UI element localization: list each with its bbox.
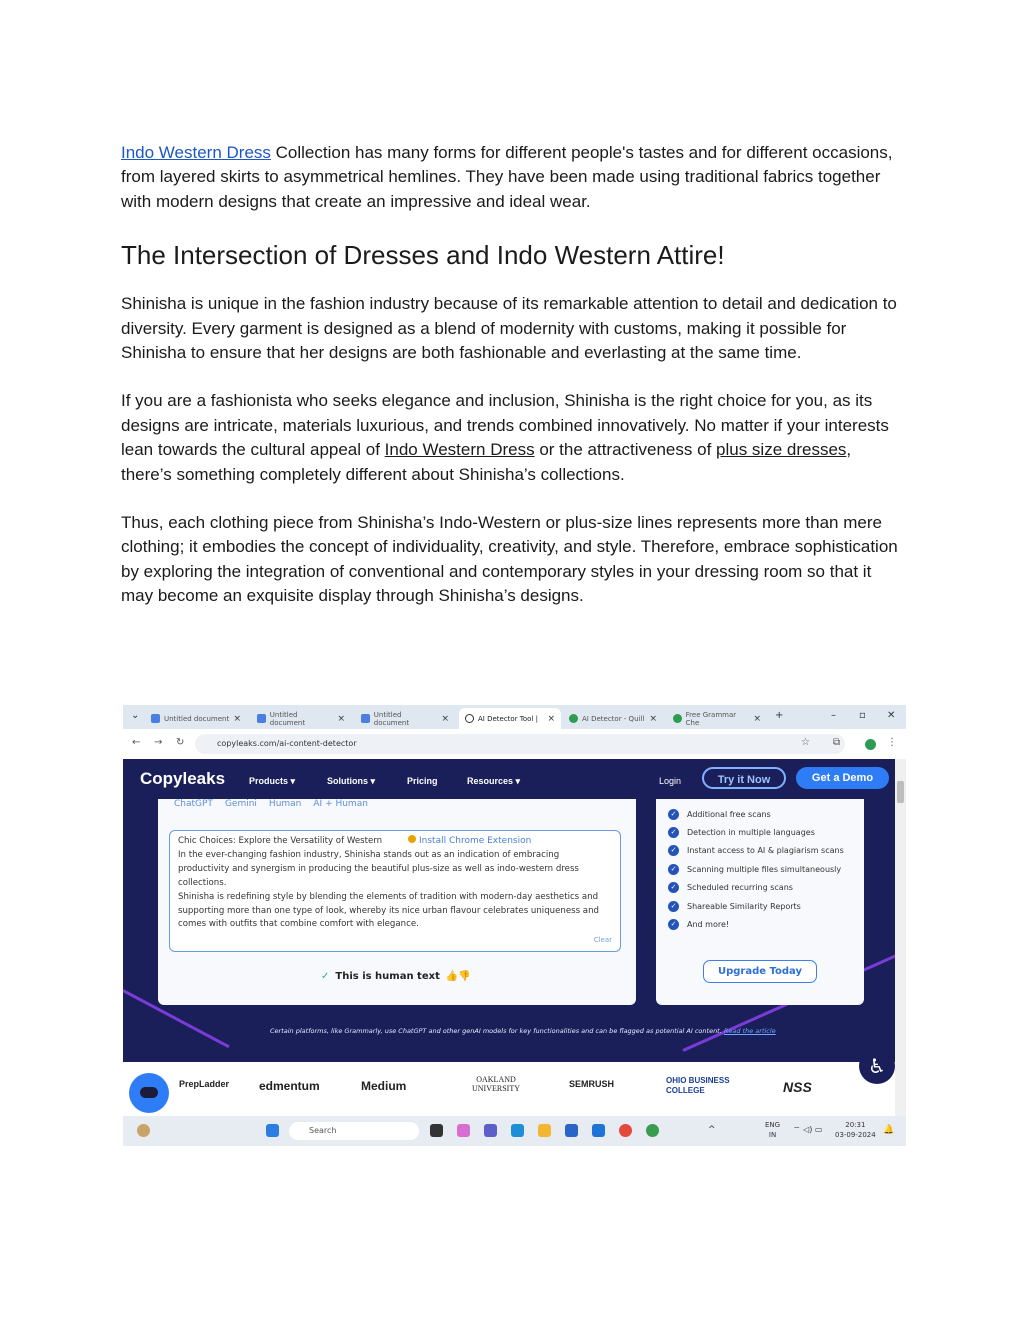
close-window-icon[interactable]: ✕ [887, 710, 896, 721]
clear-link[interactable]: Clear [593, 936, 612, 945]
region-code: IN [768, 1131, 777, 1139]
nav-pricing[interactable]: Pricing [407, 776, 438, 786]
paragraph-fashionista [121, 389, 901, 487]
docs-icon [361, 714, 370, 723]
feature-item [668, 897, 844, 915]
check-badge-icon: ✓ [668, 864, 679, 875]
outlook-icon[interactable] [592, 1124, 605, 1137]
detector-card [158, 799, 636, 1005]
lang-code: ENG [765, 1121, 781, 1129]
mode-ai-human[interactable]: AI + Human [313, 799, 368, 809]
text-span: or the attractiveness of [534, 440, 717, 460]
minimize-icon[interactable]: – [831, 710, 836, 721]
prepladder-logo: PrepLadder [179, 1079, 230, 1089]
scrollbar-thumb[interactable] [897, 781, 904, 803]
edmentum-logo: edmentum [259, 1079, 320, 1093]
check-badge-icon: ✓ [668, 827, 679, 838]
teams-icon[interactable] [484, 1124, 497, 1137]
file-explorer-icon[interactable] [538, 1124, 551, 1137]
windows-start-icon[interactable] [266, 1124, 279, 1137]
extensions-icon[interactable]: ⧉ [833, 737, 841, 748]
accessibility-icon[interactable]: ♿ [859, 1048, 895, 1084]
text-span: , there’s something completely different about Shinisha’s collections. [121, 440, 852, 484]
paragraph-conclusion: Thus, each clothing piece from Shinisha’s Indo-Western or plus-size lines represents more than mere clothing; it embodies the concept of individuality, creativity, and style. Therefore, embrace sophistication by exploring the integration of conventional and contemporary styles in your dressing room so that it may become an exquisite display through Shinisha’s designs. [121, 513, 898, 606]
feature-label: And more! [687, 920, 730, 930]
chrome-profile-icon[interactable] [646, 1124, 659, 1137]
back-icon[interactable]: ← [132, 737, 141, 748]
chrome-taskbar-icon[interactable] [619, 1124, 632, 1137]
check-badge-icon: ✓ [668, 919, 679, 930]
clock[interactable] [835, 1120, 876, 1140]
check-badge-icon: ✓ [668, 882, 679, 893]
get-a-demo-button[interactable]: Get a Demo [796, 767, 889, 789]
weather-widget-icon[interactable] [137, 1124, 150, 1137]
install-extension-popup[interactable] [405, 835, 534, 849]
maximize-icon[interactable]: ▫ [859, 710, 866, 721]
browser-tab[interactable] [563, 708, 663, 729]
browser-tab[interactable] [667, 708, 767, 729]
feature-item [668, 805, 844, 823]
section-heading: The Intersection of Dresses and Indo Western Attire! [121, 240, 725, 271]
nav-resources[interactable]: Resources ▾ [467, 776, 521, 786]
embedded-browser-screenshot [123, 705, 906, 1146]
feature-label: Scanning multiple files simultaneously [687, 864, 842, 874]
quillbot-icon [673, 714, 682, 723]
result-verdict [321, 971, 471, 982]
address-bar-row [123, 729, 906, 759]
close-tab-icon[interactable]: × [337, 713, 345, 724]
copyleaks-favicon-icon [465, 714, 474, 723]
menu-kebab-icon[interactable]: ⋮ [887, 737, 897, 748]
page-scrollbar[interactable] [895, 759, 906, 1116]
mode-human[interactable]: Human [268, 799, 302, 809]
paragraph-shinisha-unique: Shinisha is unique in the fashion industry because of its remarkable attention to detail and dedication to diversity. Every garment is designed as a blend of modernity with customs, making it possible for Shinisha to ensure that her designs are both fashionable and everlasting at the same time. [121, 294, 897, 363]
mode-gemini[interactable]: Gemini [224, 799, 257, 809]
edge-icon[interactable] [511, 1124, 524, 1137]
ohio-business-college-logo: OHIO BUSINESS COLLEGE [666, 1076, 730, 1095]
language-indicator[interactable] [765, 1120, 780, 1140]
tab-list-chevron-icon[interactable]: ⌄ [131, 710, 140, 721]
close-tab-icon[interactable]: × [233, 713, 241, 724]
disclaimer-note [270, 1027, 776, 1035]
semrush-logo: SEMRUSH [569, 1079, 615, 1089]
tab-label: Free Grammar Che [685, 710, 737, 727]
nss-logo: NSS [783, 1079, 812, 1095]
close-tab-icon[interactable]: × [441, 713, 449, 724]
verdict-text: This is human text [335, 971, 440, 982]
disclaimer-text: Certain platforms, like Grammarly, use ChatGPT and other genAI models for key functionalities and can be flagged as potential AI content. [270, 1027, 724, 1035]
document-body [121, 141, 901, 633]
browser-tab[interactable] [145, 708, 247, 729]
chrome-icon [408, 835, 416, 843]
new-tab-icon[interactable]: + [775, 710, 784, 721]
clock-time: 20:31 [845, 1121, 866, 1129]
text-input-area[interactable] [169, 830, 621, 952]
checkmark-icon: ✓ [321, 971, 330, 982]
chat-widget-button[interactable] [129, 1073, 169, 1113]
input-text: Chic Choices: Explore the Versatility of Western In the ever-changing fashion industry, Shinisha stands out as an indication of embracing productivity and synergism in producing the beautiful plus-size as well as indo-western dress collections. Shinisha is redefining style by blending the elements of tradition with modern-day aesthetics and supporting more than one type of look, whereby its nice urban flavour celebrates uniqueness and comes with outfits that combine comfort with elegance. [178, 836, 599, 930]
browser-tab[interactable] [251, 708, 351, 729]
intro-paragraph [121, 141, 901, 214]
check-badge-icon: ✓ [668, 845, 679, 856]
read-article-link[interactable]: Read the article [723, 1027, 776, 1035]
upgrade-today-button[interactable]: Upgrade Today [703, 960, 817, 983]
feature-label: Shareable Similarity Reports [687, 901, 801, 911]
copyleaks-logo[interactable]: Copyleaks [140, 769, 226, 788]
feature-label: Additional free scans [687, 809, 771, 819]
bookmark-star-icon[interactable]: ☆ [801, 737, 810, 748]
browser-tab-active[interactable] [459, 708, 561, 729]
close-tab-icon[interactable]: × [753, 713, 761, 724]
tab-label: AI Detector - Quill [582, 714, 645, 723]
extension-label: Install Chrome Extension [419, 836, 532, 846]
oakland-university-logo: OAKLAND UNIVERSITY [472, 1075, 520, 1093]
medium-logo: Medium [361, 1079, 407, 1093]
intro-text: Collection has many forms for different people's tastes and for different occasions, from layered skirts to asymmetrical hemlines. They have been made using traditional fabrics together with modern designs that create an impressive and ideal wear. [121, 143, 893, 211]
forward-icon[interactable]: → [154, 737, 163, 748]
notification-bell-icon[interactable]: 🔔 [883, 1125, 895, 1135]
plus-size-dresses-link[interactable]: plus size dresses [716, 440, 847, 460]
mode-chatgpt[interactable]: ChatGPT [174, 799, 213, 809]
wifi-volume-battery-icon[interactable]: ⌔ ◁) ▭ [793, 1125, 823, 1134]
task-view-icon[interactable] [430, 1124, 443, 1137]
close-tab-icon[interactable]: × [547, 713, 555, 724]
tab-label: Untitled document [373, 710, 410, 727]
tab-label: AI Detector Tool | [478, 714, 538, 723]
windows-taskbar [123, 1116, 906, 1146]
clock-date: 03-09-2024 [835, 1131, 876, 1139]
feature-label: Detection in multiple languages [687, 828, 815, 838]
customer-logos-strip [123, 1062, 895, 1116]
check-badge-icon: ✓ [668, 901, 679, 912]
copyleaks-navbar [123, 759, 895, 803]
tab-label: Untitled document [164, 714, 230, 723]
tray-chevron-icon[interactable]: ^ [708, 1125, 716, 1135]
feature-list [668, 805, 844, 934]
feature-item [668, 879, 844, 897]
try-it-now-button[interactable]: Try it Now [702, 767, 786, 789]
feature-label: Scheduled recurring scans [687, 883, 793, 893]
copilot-icon[interactable] [457, 1124, 470, 1137]
indo-western-dress-link-2[interactable]: Indo Western Dress [384, 440, 535, 460]
text-span: If you are a fashionista who seeks elegance and inclusion, Shinisha is the right choice for you, as its designs are intricate, materials luxurious, and trends combined innovatively. No matter if your interests lean towards the cultural appeal of [121, 391, 889, 460]
feature-item [668, 842, 844, 860]
feature-item [668, 860, 844, 878]
nav-solutions[interactable]: Solutions ▾ [327, 776, 376, 786]
reload-icon[interactable]: ↻ [176, 737, 185, 748]
tab-label: Untitled document [269, 710, 306, 727]
url-field[interactable]: copyleaks.com/ai-content-detector [195, 734, 845, 754]
indo-western-dress-link[interactable]: Indo Western Dress [121, 143, 271, 162]
close-tab-icon[interactable]: × [649, 713, 657, 724]
feature-item [668, 915, 844, 933]
feature-label: Instant access to AI & plagiarism scans [687, 846, 844, 856]
feature-item [668, 823, 844, 841]
browser-tab-bar [123, 705, 906, 729]
profile-avatar[interactable] [865, 739, 876, 750]
docs-icon [257, 714, 266, 723]
mode-tabs [174, 799, 368, 809]
browser-tab[interactable] [355, 708, 455, 729]
feedback-thumbs-icon[interactable]: 👍👎 [445, 971, 471, 982]
store-icon[interactable] [565, 1124, 578, 1137]
quillbot-icon [569, 714, 578, 723]
nav-login[interactable]: Login [659, 776, 682, 786]
taskbar-search[interactable]: Search [289, 1122, 419, 1140]
docs-icon [151, 714, 160, 723]
check-badge-icon: ✓ [668, 809, 679, 820]
upgrade-card [656, 799, 864, 1005]
nav-products[interactable]: Products ▾ [249, 776, 296, 786]
